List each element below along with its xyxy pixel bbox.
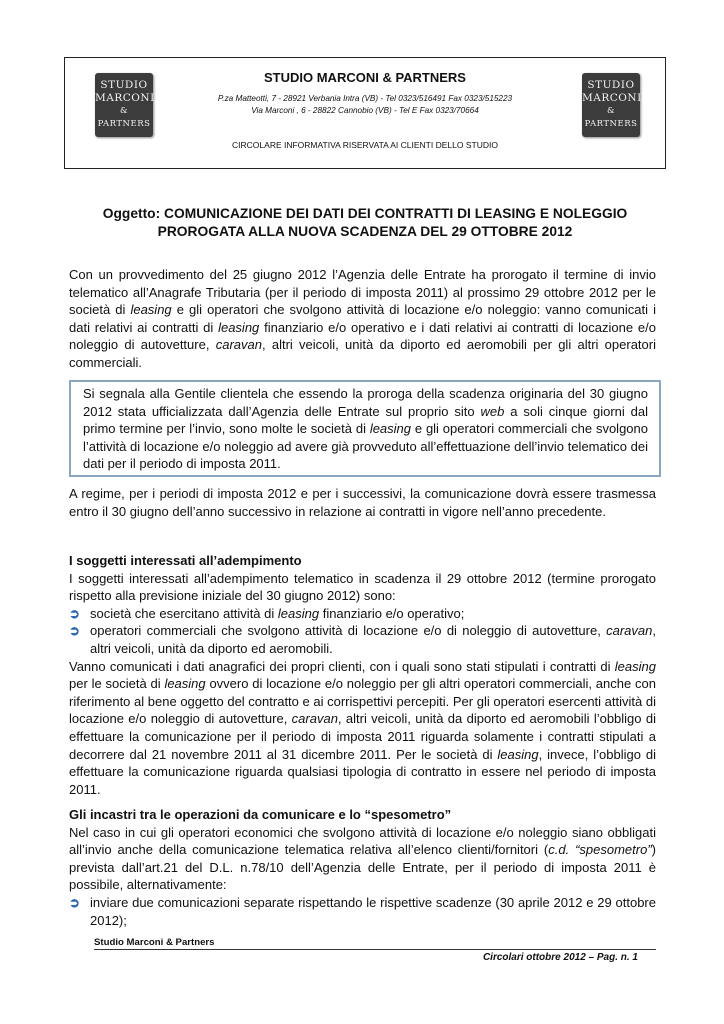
studio-logo-left: STUDIO MARCONI & PARTNERS [95, 73, 153, 137]
arrow-bullet-icon: ➲ [69, 894, 80, 910]
section-heading: Gli incastri tra le operazioni da comunicare e lo “spesometro” [69, 807, 452, 822]
footer-divider [94, 949, 656, 950]
list-item: ➲ operatori commerciali che svolgono attività di locazione e/o di noleggio di autovetture, caravan, altri veicoli, unità da diporto ed aeromobili. [69, 623, 656, 656]
subject-heading: Oggetto: COMUNICAZIONE DEI DATI DEI CONTRATTI DI LEASING E NOLEGGIO PROROGATA ALLA NUOVA SCADENZA DEL 29 OTTOBRE 2012 [102, 206, 628, 239]
notice-box: Si segnala alla Gentile clientela che essendo la proroga della scadenza originaria del 30 giugno 2012 stata ufficializzata dall’Agenzia delle Entrate sul proprio sito web a soli cinque giorni dal primo termine per l’invio, sono molte le società di leasing e gli operatori commerciali che svolgono l’attività di locazione e/o noleggio ad avere già provveduto all’effettuazione dell’invio telematico dei dati per il periodo di imposta 2011. [69, 380, 661, 477]
section-body: Nel caso in cui gli operatori economici che svolgono attività di locazione e/o noleggio siano obbligati all’invio anche della comunicazione telematica relativa all’elenco clienti/fornitori (c.d. “spesometro”) prevista dall’art.21 del D.L. n.78/10 dell’Agenzia delle Entrate, per il periodo di imposta 2011 è possibile, alternativamente: [69, 824, 656, 893]
studio-name: STUDIO MARCONI & PARTNERS [264, 70, 466, 85]
studio-logo-right: STUDIO MARCONI & PARTNERS [582, 73, 640, 137]
section-heading: I soggetti interessati all’adempimento [69, 553, 302, 568]
section-subjects [69, 552, 656, 798]
subjects-list [69, 605, 656, 658]
list-item: ➲ società che esercitano attività di leasing finanziario e/o operativo; [69, 605, 465, 621]
footer-page-info: Circolari ottobre 2012 – Pag. n. 1 [482, 952, 638, 963]
letterhead [64, 57, 666, 169]
arrow-bullet-icon: ➲ [69, 623, 80, 639]
intro-paragraph: Con un provvedimento del 25 giugno 2012 l’Agenzia delle Entrate ha prorogato il termine di invio telematico all’Anagrafe Tributaria (per il periodo di imposta 2011) al prossimo 29 ottobre 2012 per le società di leasing e gli operatori che svolgono attività di locazione e/o noleggio: vanno comunicati i dati relativi ai contratti di leasing finanziario e/o operativo e i dati relativi ai contratti di locazione e/o noleggio di autovetture, caravan, altri veicoli, unità da diporto ed aeromobili per gli altri operatori commerciali. [69, 267, 656, 370]
circular-caption: CIRCOLARE INFORMATIVA RISERVATA AI CLIENTI DELLO STUDIO [232, 140, 498, 150]
studio-address: P.za Matteotti, 7 - 28921 Verbania Intra (VB) - Tel 0323/516491 Fax 0323/515223 Via Marconi , 6 - 28822 Cannobio (VB) - Tel E Fax 0323/70664 [217, 94, 513, 115]
regime-paragraph: A regime, per i periodi di imposta 2012 e per i successivi, la comunicazione dovrà essere trasmessa entro il 30 giugno dell’anno successivo in relazione ai contratti in vigore nell’anno precedente. [69, 486, 656, 519]
list-item: ➲ inviare due comunicazioni separate rispettando le rispettive scadenze (30 aprile 2012 e 29 ottobre 2012); [69, 894, 656, 928]
footer-studio: Studio Marconi & Partners [94, 937, 215, 948]
options-list [69, 894, 656, 929]
section-spesometro [69, 806, 656, 929]
arrow-bullet-icon: ➲ [69, 605, 80, 621]
section-intro: I soggetti interessati all’adempimento telematico in scadenza il 29 ottobre 2012 (termine prorogato rispetto alla previsione iniziale del 30 giugno 2012) sono: [69, 570, 656, 604]
section-body: Vanno comunicati i dati anagrafici dei propri clienti, con i quali sono stati stipulati i contratti di leasing per le società di leasing ovvero di locazione e/o noleggio per gli altri operatori commerciali, anche con riferimento al bene oggetto del contratto e ai corrispettivi percepiti. Per gli operatori esercenti attività di locazione e/o noleggio di autovetture, caravan, altri veicoli, unità da diporto ed aeromobili l’obbligo di effettuare la comunicazione per il periodo di imposta 2011 riguarda solamente i contratti stipulati a decorrere dal 21 novembre 2011 al 31 dicembre 2011. Per le società di leasing, invece, l’obbligo di effettuare la comunicazione riguarda qualsiasi tipologia di contratto in essere nel periodo di imposta 2011. [69, 658, 656, 797]
